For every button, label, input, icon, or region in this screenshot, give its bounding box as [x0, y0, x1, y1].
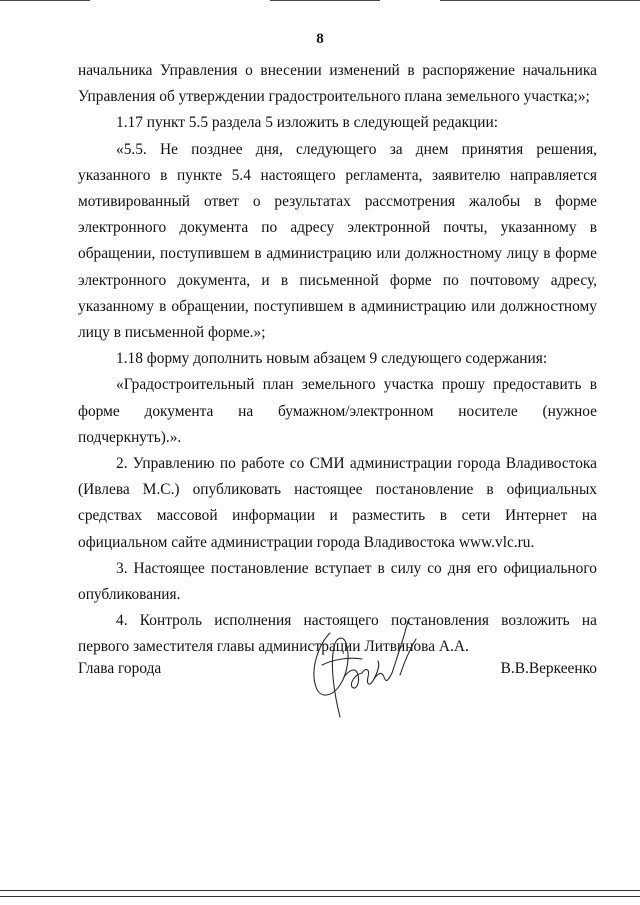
paragraph-4-control: 4. Контроль исполнения настоящего постановления возложить на первого заместителя главы администрации Литвинова А.А. — [78, 612, 597, 656]
bottom-rule-lower — [0, 896, 640, 897]
signatory-title: Глава города — [78, 660, 162, 677]
bottom-rule-upper — [0, 890, 640, 891]
paragraph-form-quote: «Градостроительный план земельного участка прошу предоставить в форме документа на бумажном/электронном носителе (нужное подчеркнуть).». — [78, 376, 597, 446]
paragraph-3-effect: 3. Настоящее постановление вступает в силу со дня его официального опубликования. — [78, 559, 597, 604]
page-number: 8 — [316, 31, 324, 47]
paragraph-continuation: начальника Управления о внесении изменений в распоряжение начальника Управления об утверждении градостроительного плана земельного участка;»; — [78, 62, 597, 106]
document-body — [78, 58, 597, 661]
paragraph-1-17: 1.17 пункт 5.5 раздела 5 изложить в следующей редакции: — [116, 114, 499, 132]
signature-block — [78, 660, 597, 686]
paragraph-5-5-quote: «5.5. Не позднее дня, следующего за днем принятия решения, указанного в пункте 5.4 настоящего регламента, заявителю направляется мотивированный ответ о результатах рассмотрения жалобы в форме электронного документа по адресу электронной почты, указанному в обращении, поступившем в администрацию или должностному лицу в форме электронного документа, и в письменной форме по почтовому адресу, указанному в обращении, поступившем в администрацию или должностному лицу в письменной форме.»; — [78, 140, 597, 342]
top-rule-left — [0, 0, 90, 1]
paragraph-2-publish: 2. Управлению по работе со СМИ администрации города Владивостока (Ивлева М.С.) опубликовать настоящее постановление в официальных средствах массовой информации и разместить в сети Интернет на официальном сайте администрации города Владивостока www.vlc.ru. — [78, 455, 597, 551]
top-rule-right — [440, 0, 640, 1]
top-rule-middle — [270, 0, 380, 1]
paragraph-1-18: 1.18 форму дополнить новым абзацем 9 следующего содержания: — [116, 350, 548, 368]
signatory-name: В.В.Веркеенко — [500, 660, 597, 677]
